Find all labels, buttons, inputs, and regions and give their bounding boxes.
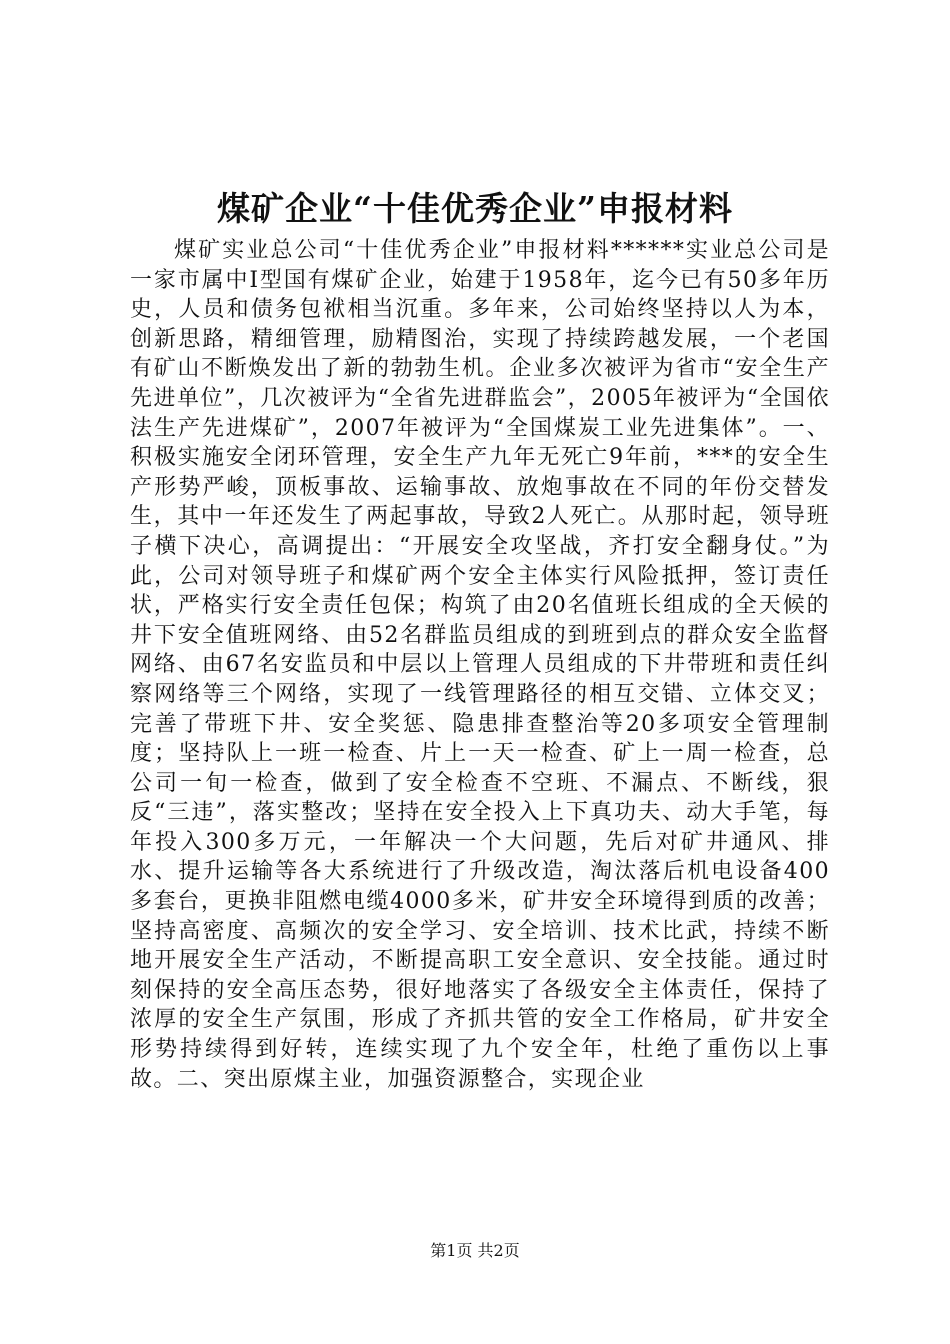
page-indicator: 第1页 共2页	[430, 1241, 520, 1260]
document-title: 煤矿企业“十佳优秀企业”申报材料	[217, 189, 733, 228]
document-body: 煤矿实业总公司“十佳优秀企业”申报材料******实业总公司是一家市属中Ⅰ型国有煤矿企业，始建于1958年，迄今已有50多年历史，人员和债务包袱相当沉重。多年来，公司始终坚持以人为本，创新思路，精细管理，励精图治，实现了持续跨越发展，一个老国有矿山不断焕发出了新的勃勃生机。企业多次被评为省市“安全生产先进单位”，几次被评为“全省先进群监会”，2005年被评为“全国依法生产先进煤矿”，2007年被评为“全国煤炭工业先进集体”。一、积极实施安全闭环管理，安全生产九年无死亡9年前，***的安全生产形势严峻，顶板事故、运输事故、放炮事故在不同的年份交替发生，其中一年还发生了两起事故，导致2人死亡。从那时起，领导班子横下决心，高调提出：“开展安全攻坚战，齐打安全翻身仗。”为此，公司对领导班子和煤矿两个安全主体实行风险抵押，签订责任状，严格实行安全责任包保；构筑了由20名值班长组成的全天候的井下安全值班网络、由52名群监员组成的到班到点的群众安全监督网络、由67名安监员和中层以上管理人员组成的下井带班和责任纠察网络等三个网络，实现了一线管理路径的相互交错、立体交叉；完善了带班下井、安全奖惩、隐患排查整治等20多项安全管理制度；坚持队上一班一检查、片上一天一检查、矿上一周一检查，总公司一旬一检查，做到了安全检查不空班、不漏点、不断线，狠反“三违”，落实整改；坚持在安全投入上下真功夫、动大手笔，每年投入300多万元，一年解决一个大问题，先后对矿井通风、排水、提升运输等各大系统进行了升级改造，淘汰落后机电设备400多套台，更换非阻燃电缆4000多米，矿井安全环境得到质的改善；坚持高密度、高频次的安全学习、安全培训、技术比武，持续不断地开展安全生产活动，不断提高职工安全意识、安全技能。通过时刻保持的安全高压态势，很好地落实了各级安全主体责任，保持了浓厚的安全生产氛围，形成了齐抓共管的安全工作格局，矿井安全形势持续得到好转，连续实现了九个安全年，杜绝了重伤以上事故。二、突出原煤主业，加强资源整合，实现企业	[130, 238, 830, 1092]
